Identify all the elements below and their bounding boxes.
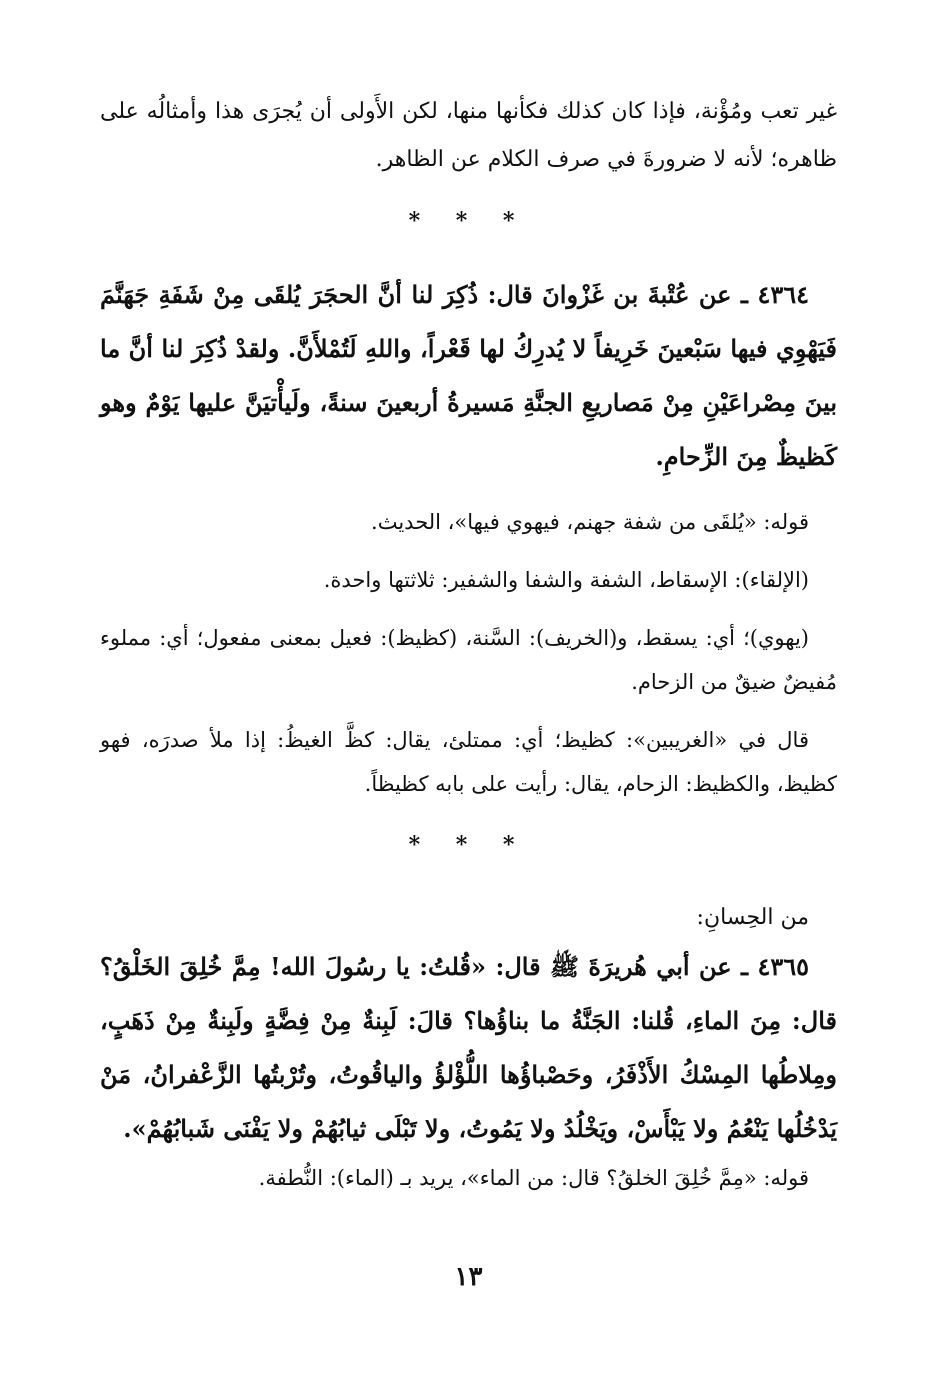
section-separator: * * * <box>408 832 529 858</box>
page-number: ١٣ <box>454 1262 483 1292</box>
section-heading: من الحِسانِ: <box>696 905 809 930</box>
commentary-line: قال في «الغريبين»: كظيظ؛ أي: ممتلئ، يقال: كظَّ الغيظُ: إذا ملأ صدرَه، فهو كظيظ، والكظيظ: الزحام، يقال: رأيت على بابه كظيظاً. <box>100 728 837 796</box>
document-page <box>100 88 837 1200</box>
section-separator: * * * <box>408 208 529 234</box>
commentary-line: (يهوي)؛ أي: يسقط، و(الخريف): السَّنة، (كظيظ): فعيل بمعنى مفعول؛ أي: مملوء مُفيضٌ ضيقٌ من الزحام. <box>100 626 837 694</box>
commentary-line: قوله: «يُلقَى من شفة جهنم، فيهوي فيها»، الحديث. <box>371 510 809 534</box>
commentary-line: قوله: «مِمَّ خُلِقَ الخلقُ؟ قال: من الماء»، يريد بـ (الماء): النُّطفة. <box>258 1166 809 1190</box>
hadith-4364-text: ٤٣٦٤ ـ عن عُتْبةَ بن غَزْوانَ قال: ذُكِرَ لنا أنَّ الحجَرَ يُلقَى مِنْ شَفَةِ جَهَنَّمَ فَيَهْوِي فيها سَبْعينَ خَرِيفاً لا يُدرِكُ لها قَعْراً، واللهِ لَتُمْلأَنَّ. ولقدْ ذُكِرَ لنا أنَّ ما بينَ مِصْراعَيْنِ مِنْ مَصاريعِ الجنَّةِ مَسيرةُ أربعينَ سنةً، ولَيأْتيَنَّ عليها يَوْمٌ وهو كَظيظٌ مِنَ الزِّحامِ. <box>100 280 837 471</box>
hadith-4365-text: ٤٣٦٥ ـ عن أبي هُريرَةَ ﷺ قال: «قُلتُ: يا رسُولَ الله! مِمَّ خُلِقَ الخَلْقُ؟ قال: مِنَ الماءِ، قُلنا: الجَنَّةُ ما بناؤُها؟ قالَ: لَبِنةٌ مِنْ فِضَّةٍ ولَبِنةٌ مِنْ ذَهَبٍ، ومِلاطُها المِسْكُ الأَذْفَرُ، وحَصْباؤُها اللُّؤْلؤُ والياقُوتُ، وتُرْبتُها الزَّعْفرانُ، مَنْ يَدْخُلُها يَنْعُمُ ولا يَبْأَسْ، ويَخْلُدُ ولا يَمُوتُ، ولا تَبْلَى ثيابُهُمْ ولا يَفْنَى شَبابُهُمْ». <box>100 952 837 1143</box>
commentary-line: (الإلقاء): الإسقاط، الشفة والشفا والشفير: ثلاثتها واحدة. <box>323 568 809 592</box>
continuation-paragraph: غير تعب ومُؤْنة، فإذا كان كذلك فكأنها منها، لكن الأَولى أن يُجرَى هذا وأمثالُه على ظاهره؛ لأنه لا ضرورةَ في صرف الكلام عن الظاهر. <box>100 99 837 172</box>
